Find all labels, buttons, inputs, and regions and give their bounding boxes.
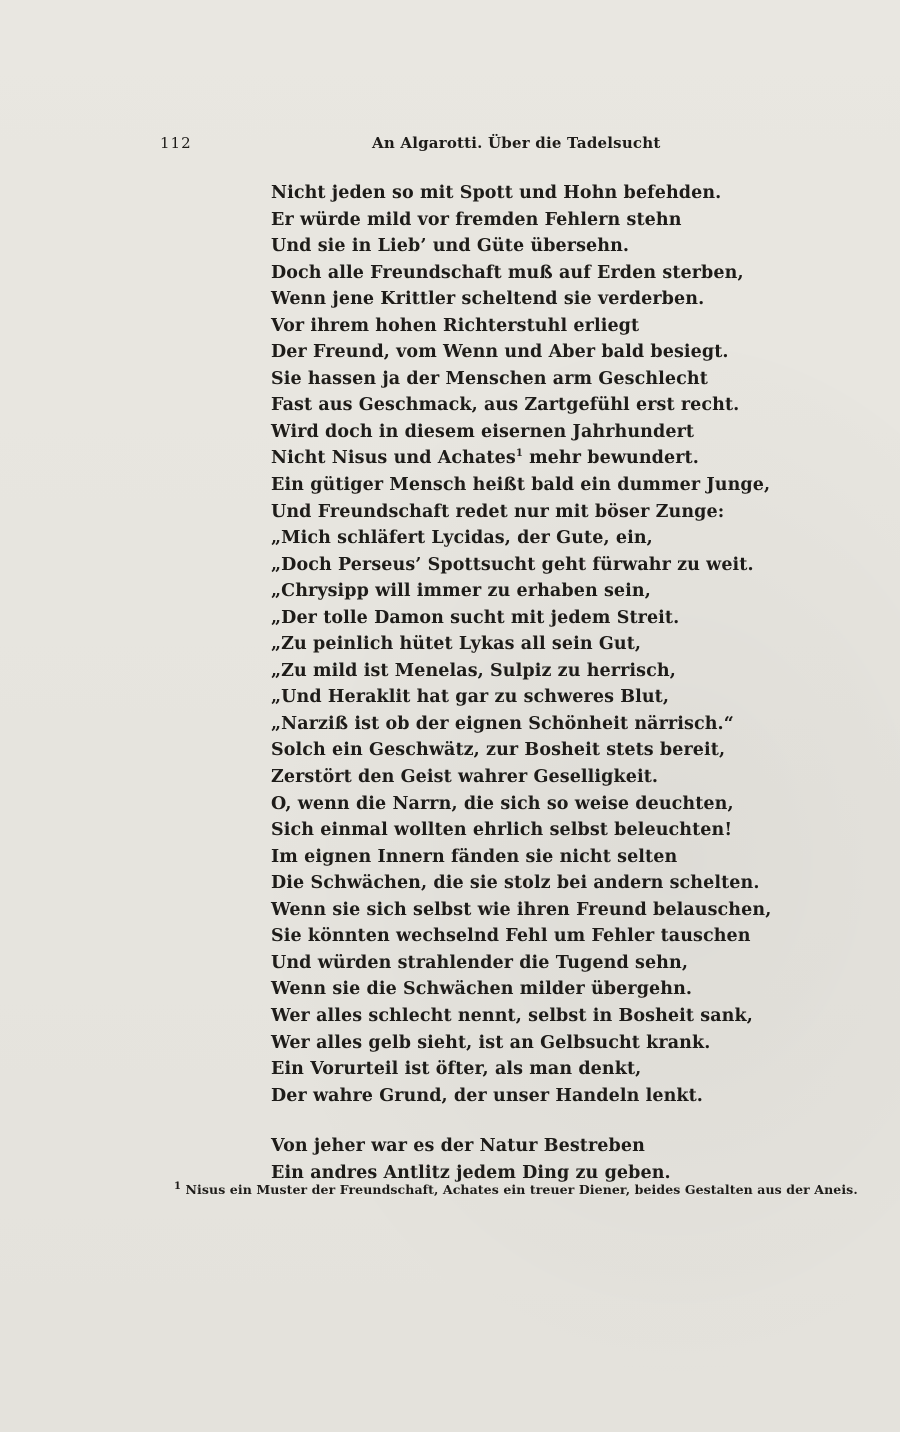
poem-line: „Mich schläfert Lycidas, der Gute, ein, [271,528,653,549]
stanza-2 [271,1133,691,1186]
stanza-1 [271,180,772,1109]
poem-line: „Der tolle Damon sucht mit jedem Streit. [271,607,680,628]
poem-line: Ein andres Antlitz jedem Ding zu geben. [271,1162,671,1183]
poem-line: Wenn sie die Schwächen milder übergehn. [271,979,693,1000]
poem-line: Sich einmal wollten ehrlich selbst beleuchten! [271,820,733,841]
running-head: An Algarotti. Über die Tadelsucht [372,134,661,152]
poem-line: Der Freund, vom Wenn und Aber bald besiegt. [271,342,729,363]
footnote-text: Nisus ein Muster der Freundschaft, Achates ein treuer Diener, beides Gestalten aus der Aneis. [181,1182,858,1197]
poem-line: „Zu peinlich hütet Lykas all sein Gut, [271,634,642,655]
poem-line: „Narziß ist ob der eignen Schönheit närrisch.“ [271,713,734,734]
footnote-marker: 1 [174,1180,182,1192]
poem-line: Er würde mild vor fremden Fehlern stehn [271,209,682,230]
page-number: 112 [160,134,192,152]
poem-line: Und würden strahlender die Tugend sehn, [271,952,689,973]
poem-line: Wer alles schlecht nennt, selbst in Bosheit sank, [271,1005,753,1026]
poem-line: Nicht jeden so mit Spott und Hohn befehden. [271,183,722,203]
poem-line: Die Schwächen, die sie stolz bei andern schelten. [271,873,760,894]
poem-line: O, wenn die Narrn, die sich so weise deuchten, [271,793,734,814]
poem-line: Und Freundschaft redet nur mit böser Zunge: [271,501,725,522]
footnote [174,1180,858,1197]
poem-line: Ein gütiger Mensch heißt bald ein dummer Junge, [271,475,771,496]
poem-line: Im eignen Innern fänden sie nicht selten [271,846,678,867]
page-header [160,134,720,158]
poem-line: Wer alles gelb sieht, ist an Gelbsucht krank. [271,1032,711,1053]
poem-line: Fast aus Geschmack, aus Zartgefühl erst recht. [271,395,740,416]
poem-line: Doch alle Freundschaft muß auf Erden sterben, [271,262,744,283]
poem-line: Vor ihrem hohen Richterstuhl erliegt [271,315,640,336]
poem [271,180,772,1186]
poem-line-text: Nicht Nisus und Achates [271,448,516,469]
poem-line: Solch ein Geschwätz, zur Bosheit stets bereit, [271,740,726,761]
poem-line: Wird doch in diesem eisernen Jahrhundert [271,421,695,442]
poem-line: „Zu mild ist Menelas, Sulpiz zu herrisch, [271,660,676,681]
poem-line-with-footnote [271,445,699,472]
poem-line: „Doch Perseus’ Spottsucht geht fürwahr zu weit. [271,554,754,575]
poem-line: Und sie in Lieb’ und Güte übersehn. [271,236,630,257]
poem-line: „Und Heraklit hat gar zu schweres Blut, [271,687,670,708]
poem-line: Sie könnten wechselnd Fehl um Fehler tauschen [271,926,751,947]
poem-line: Der wahre Grund, der unser Handeln lenkt. [271,1085,703,1106]
poem-line: Sie hassen ja der Menschen arm Geschlecht [271,368,708,389]
poem-line: Wenn jene Krittler scheltend sie verderben. [271,289,705,310]
poem-line: Wenn sie sich selbst wie ihren Freund belauschen, [271,899,772,920]
poem-line: Ein Vorurteil ist öfter, als man denkt, [271,1059,642,1080]
poem-line-text: mehr bewundert. [522,448,699,469]
poem-line: Zerstört den Geist wahrer Geselligkeit. [271,767,659,788]
footnote-reference: 1 [515,448,523,460]
poem-line: Von jeher war es der Natur Bestreben [271,1136,645,1157]
poem-line: „Chrysipp will immer zu erhaben sein, [271,581,651,602]
